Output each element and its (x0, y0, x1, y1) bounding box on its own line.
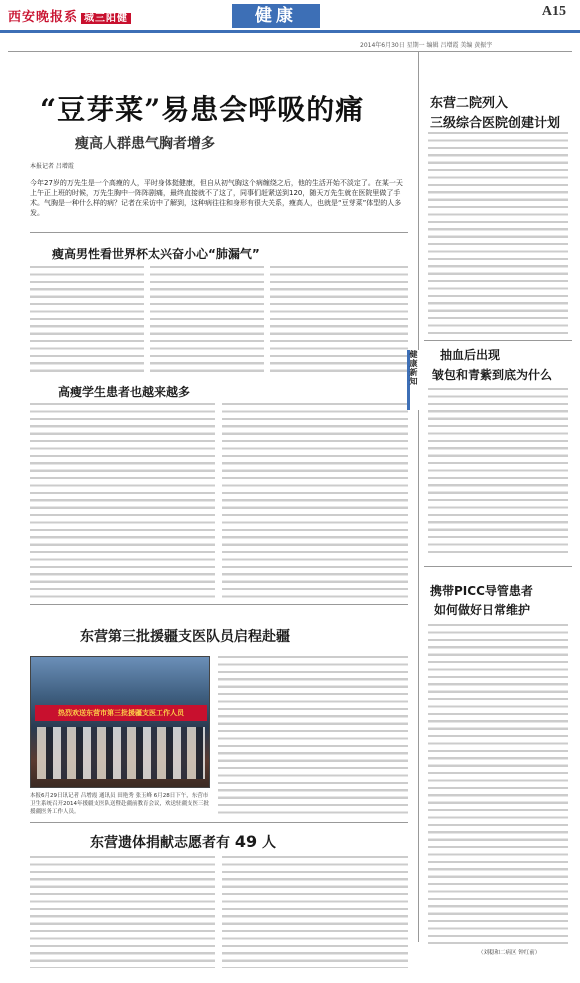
section2-title: 高瘦学生患者也越来越多 (58, 385, 191, 399)
section2-col2 (222, 403, 408, 598)
brand-tag: 城三阳健 (81, 13, 131, 24)
story2-divider (30, 604, 408, 605)
main-headline: “豆芽菜”易患会呼吸的痛 (40, 93, 365, 126)
lead-divider (30, 232, 408, 233)
top-divider (8, 51, 572, 52)
masthead (0, 0, 580, 30)
photo-banner: 热烈欢送东营市第三批援疆支医工作人员 (35, 705, 207, 721)
brand-name: 西安晚报系 (8, 10, 79, 25)
section1-title: 瘦高男性看世界杯太兴奋小心“肺漏气” (52, 247, 260, 261)
story2-caption: 本报6月29日讯记者 吕增霞 通讯员 田艳秀 张玉峰 6月28日下午，东营市卫生系统召开2014年援疆支医队送暨赴疆前教育会议，欢送驻疆支医三批援疆医务工作人员。 (30, 793, 209, 815)
story2-photo (30, 656, 210, 788)
right-story3-title-line1: 携带PICC导管患者 (430, 584, 533, 598)
story3-title (90, 832, 276, 852)
section1-col2 (150, 266, 264, 376)
section1-col1 (30, 266, 144, 376)
section2-col1 (30, 403, 215, 598)
right-story2-title-line1: 抽血后出现 (440, 348, 501, 362)
right-divider-2 (424, 566, 572, 567)
main-lead: 今年27岁的万先生是一个高瘦的人，平时身体挺健康，但自从初气胸这个病缠绕之后，他的生活开始不淡定了。在某一天上午正上班的时候，万先生胸中一阵阵剧痛，最终直接就不了这了，同事们赶紧送到120，随天万先生就在医院里做了手术。气胸是一种什么样的病？记者在采访中了解到，这种病往往和身形有很大关系，瘦高人，也就是“豆芽菜”体型的人多发。 (30, 179, 403, 217)
right-story2-title-line2: 皱包和青紫到底为什么 (432, 368, 553, 382)
right-story3-credit: （刘稳和二病区 钟红前） (478, 950, 541, 956)
main-subheadline: 瘦高人群患气胸者增多 (75, 136, 215, 152)
story3-col2 (222, 856, 408, 968)
story3-divider (30, 822, 408, 823)
right-story1-title-line2: 三级综合医院创建计划 (430, 116, 561, 131)
story3-title-tail: 人 (262, 835, 277, 851)
dateline: 2014年6月30日 星期一 编辑 吕增霞 美编 黄振宇 (360, 42, 493, 49)
right-story2-body (428, 388, 568, 558)
column-rule (418, 52, 419, 942)
right-story1-body (428, 132, 568, 337)
story2-body (218, 656, 408, 816)
masthead-rule (0, 30, 580, 33)
right-story3-body (428, 624, 568, 944)
right-story1-title-line1: 东营二院列入 (430, 96, 509, 111)
right-story3-title-line2: 如何做好日常维护 (434, 603, 531, 617)
story3-col1 (30, 856, 215, 968)
story3-title-number: 49 (234, 832, 258, 851)
page-number: A15 (541, 4, 566, 19)
section1-col3 (270, 266, 408, 376)
brand-logo (8, 6, 131, 25)
story3-title-text: 东营遗体捐献志愿者有 (90, 835, 230, 851)
main-byline: 本报记者 吕增霞 (30, 163, 74, 170)
right-divider-1 (424, 340, 572, 341)
section-tab: 健康 (232, 4, 320, 28)
sidebar-tag: 健康新知 (407, 350, 419, 410)
story2-title: 东营第三批援疆支医队员启程赴疆 (80, 629, 290, 645)
photo-crowd (37, 727, 205, 779)
